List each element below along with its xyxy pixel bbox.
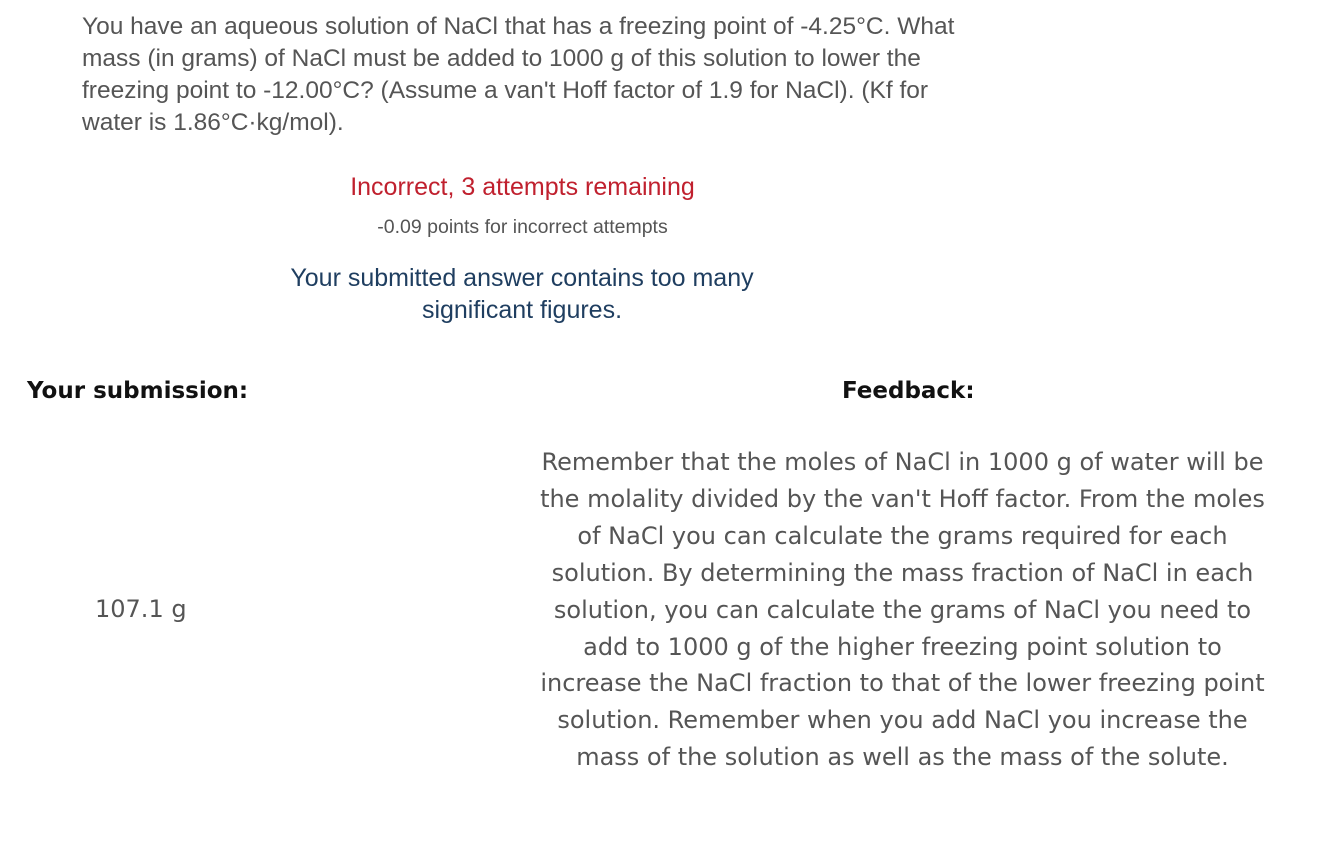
feedback-text: Remember that the moles of NaCl in 1000 g of water will be the molality divided by the van't Hoff factor. From the moles of NaCl you can calculate the grams required for each solution. By determining the mass fraction of NaCl in each solution, you can calculate the grams of NaCl you need to add to 1000 g of the higher freezing point solution to increase the NaCl fraction to that of the lower freezing point solution. Remember when you add NaCl you increase the mass of the solution as well as the mass of the solute. bbox=[540, 448, 1265, 772]
result-status: Incorrect, 3 attempts remaining bbox=[350, 173, 695, 201]
penalty-note: -0.09 points for incorrect attempts bbox=[377, 216, 668, 238]
submission-heading: Your submission: bbox=[27, 378, 249, 404]
question-text: You have an aqueous solution of NaCl that has a freezing point of -4.25°C. What mass (in grams) of NaCl must be added to 1000 g of this solution to lower the freezing point to -12.00°C? (Assume a van't Hoff factor of 1.9 for NaCl). (Kf for water is 1.86°C·kg/mol). bbox=[82, 13, 955, 136]
sig-fig-hint: Your submitted answer contains too many significant figures. bbox=[290, 264, 754, 324]
feedback-heading: Feedback: bbox=[842, 378, 975, 404]
submitted-answer: 107.1 g bbox=[95, 595, 187, 623]
